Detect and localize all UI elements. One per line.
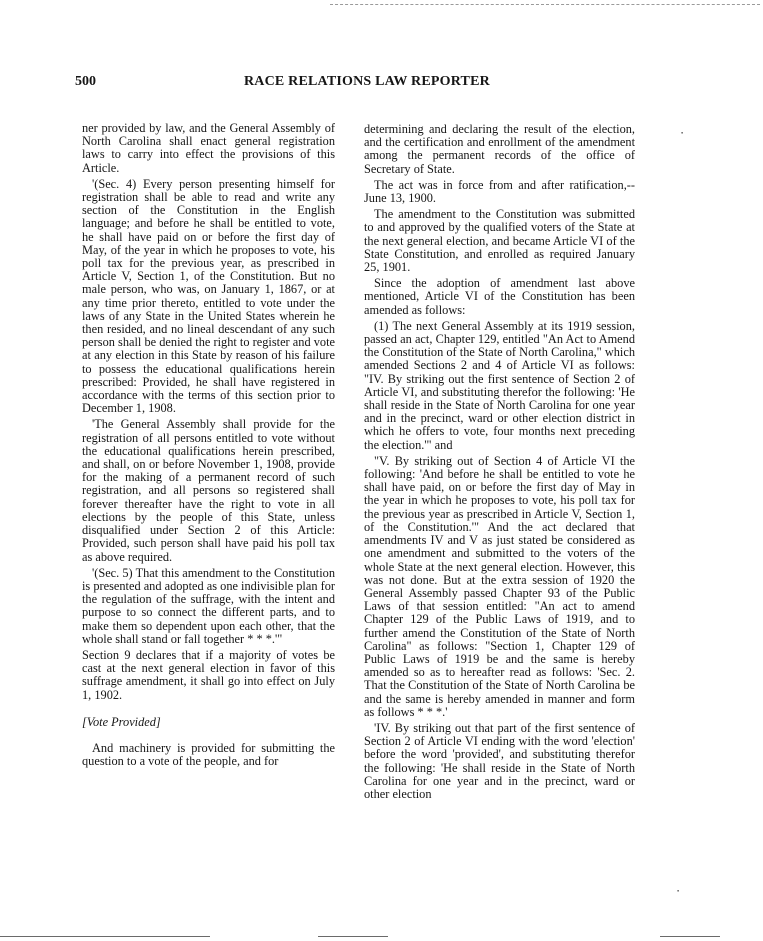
right-paragraph-iv-strike: 'IV. By striking out that part of the first sentence of Section 2 of Article VI ending with the word 'election' before the word 'provided', and substituting therefor the following: 'He shall reside in the State of North Carolina for one year and in the precinct, ward or other election xyxy=(364,720,635,801)
right-paragraph-amendment-submitted: The amendment to the Constitution was submitted to and approved by the qualified voters of the State at the next general election, and became Article VI of the State Constitution, and enrolled as required January 25, 1901. xyxy=(364,207,635,275)
left-paragraph-sec4: '(Sec. 4) Every person presenting himself for registration shall be able to read and write any section of the Constitution in the English language; and before he shall be entitled to vote, he shall have paid on or before the first day of May, of the year in which he proposes to vote, his poll tax for the previous year, as prescribed in Article V, Section 1, of the Constitution. But no male person, who was, on January 1, 1867, or at any time prior thereto, entitled to vote under the laws of any State in the United States wherein he then resided, and no lineal descendant of any such person shall be denied the right to register and vote at any election in this State by reason of his failure to possess the educational qualifications herein prescribed: Provided, he shall have registered in accordance with the terms of this section prior to December 1, 1908. xyxy=(82,176,335,416)
left-text-column xyxy=(82,122,335,771)
left-paragraph-sec5: '(Sec. 5) That this amendment to the Constitution is presented and adopted as one indivisible plan for the regulation of the suffrage, with the intent and purpose to so connect the different parts, and to make them so dependent upon each other, that the whole shall stand or fall together * * *.'" xyxy=(82,565,335,646)
scan-top-edge-rule xyxy=(330,4,760,5)
left-paragraph-section9: Section 9 declares that if a majority of votes be cast at the next general election in favor of this suffrage amendment, it shall go into effect on July 1, 1902. xyxy=(82,647,335,702)
right-paragraph-1: determining and declaring the result of the election, and the certification and enrollment of the amendment among the permanent records of the office of Secretary of State. xyxy=(364,122,635,176)
scan-margin-mark: ⋅ xyxy=(676,884,681,898)
scan-bottom-edge-rule xyxy=(318,936,388,937)
right-paragraph-since-adoption: Since the adoption of amendment last above mentioned, Article VI of the Constitution has been amended as follows: xyxy=(364,276,635,317)
right-paragraph-1919-session: (1) The next General Assembly at its 1919 session, passed an act, Chapter 129, entitled "An Act to Amend the Constitution of the State of North Carolina," which amended Sections 2 and 4 of Article VI as follows: "IV. By striking out the first sentence of Section 2 of Article VI, and substituting therefor the following: 'He shall reside in the State of North Carolina for one year and in the precinct, ward or other election district in which he offers to vote, four months next preceding the election.'" and xyxy=(364,318,635,452)
left-paragraph-machinery: And machinery is provided for submitting the question to a vote of the people, and for xyxy=(82,740,335,769)
right-paragraph-act-in-force: The act was in force from and after ratification,--June 13, 1900. xyxy=(364,177,635,206)
page-number: 500 xyxy=(75,74,96,89)
scan-bottom-edge-rule xyxy=(0,936,210,937)
scan-bottom-edge-rule xyxy=(660,936,720,937)
left-paragraph-registration: 'The General Assembly shall provide for the registration of all persons entitled to vote without the educational qualifications herein prescribed, and shall, on or before November 1, 1908, provide for the making of a permanent record of such registration, and all persons so registered shall forever thereafter have the right to vote in all elections by the people of this State, unless disqualified under Section 2 of this Article: Provided, such person shall have paid his poll tax as above required. xyxy=(82,417,335,564)
right-paragraph-section4-strike: "V. By striking out of Section 4 of Article VI the following: 'And before he shall be entitled to vote he shall have paid, on or before the first day of May in the year in which he proposes to vote, his poll tax for the previous year as prescribed in Article V, Section 1, of the Constitution.'" And the act declared that amendments IV and V as just stated be considered as one amendment and submitted to the voters of the whole State at the next general election. However, this was not done. But at the extra session of 1920 the General Assembly passed Chapter 93 of the Public Laws of that session entitled: "An act to amend Chapter 129 of the Public Laws of 1919, and to further amend the Constitution of the State of North Carolina" as follows: "Section 1, Chapter 129 of Public Laws of 1919 be and the same is hereby amended so as to hereafter read as follows: 'Sec. 2. That the Constitution of the State of North Carolina be and the same is hereby amended in manner and form as follows * * *.' xyxy=(364,453,635,719)
left-paragraph-1: ner provided by law, and the General Assembly of North Carolina shall enact general registration laws to carry into effect the provisions of this Article. xyxy=(82,121,335,175)
running-head: RACE RELATIONS LAW REPORTER xyxy=(244,74,490,89)
section-heading-vote-provided: [Vote Provided] xyxy=(82,714,161,729)
scan-margin-mark: ⋅ xyxy=(680,126,685,140)
right-text-column xyxy=(364,123,635,804)
